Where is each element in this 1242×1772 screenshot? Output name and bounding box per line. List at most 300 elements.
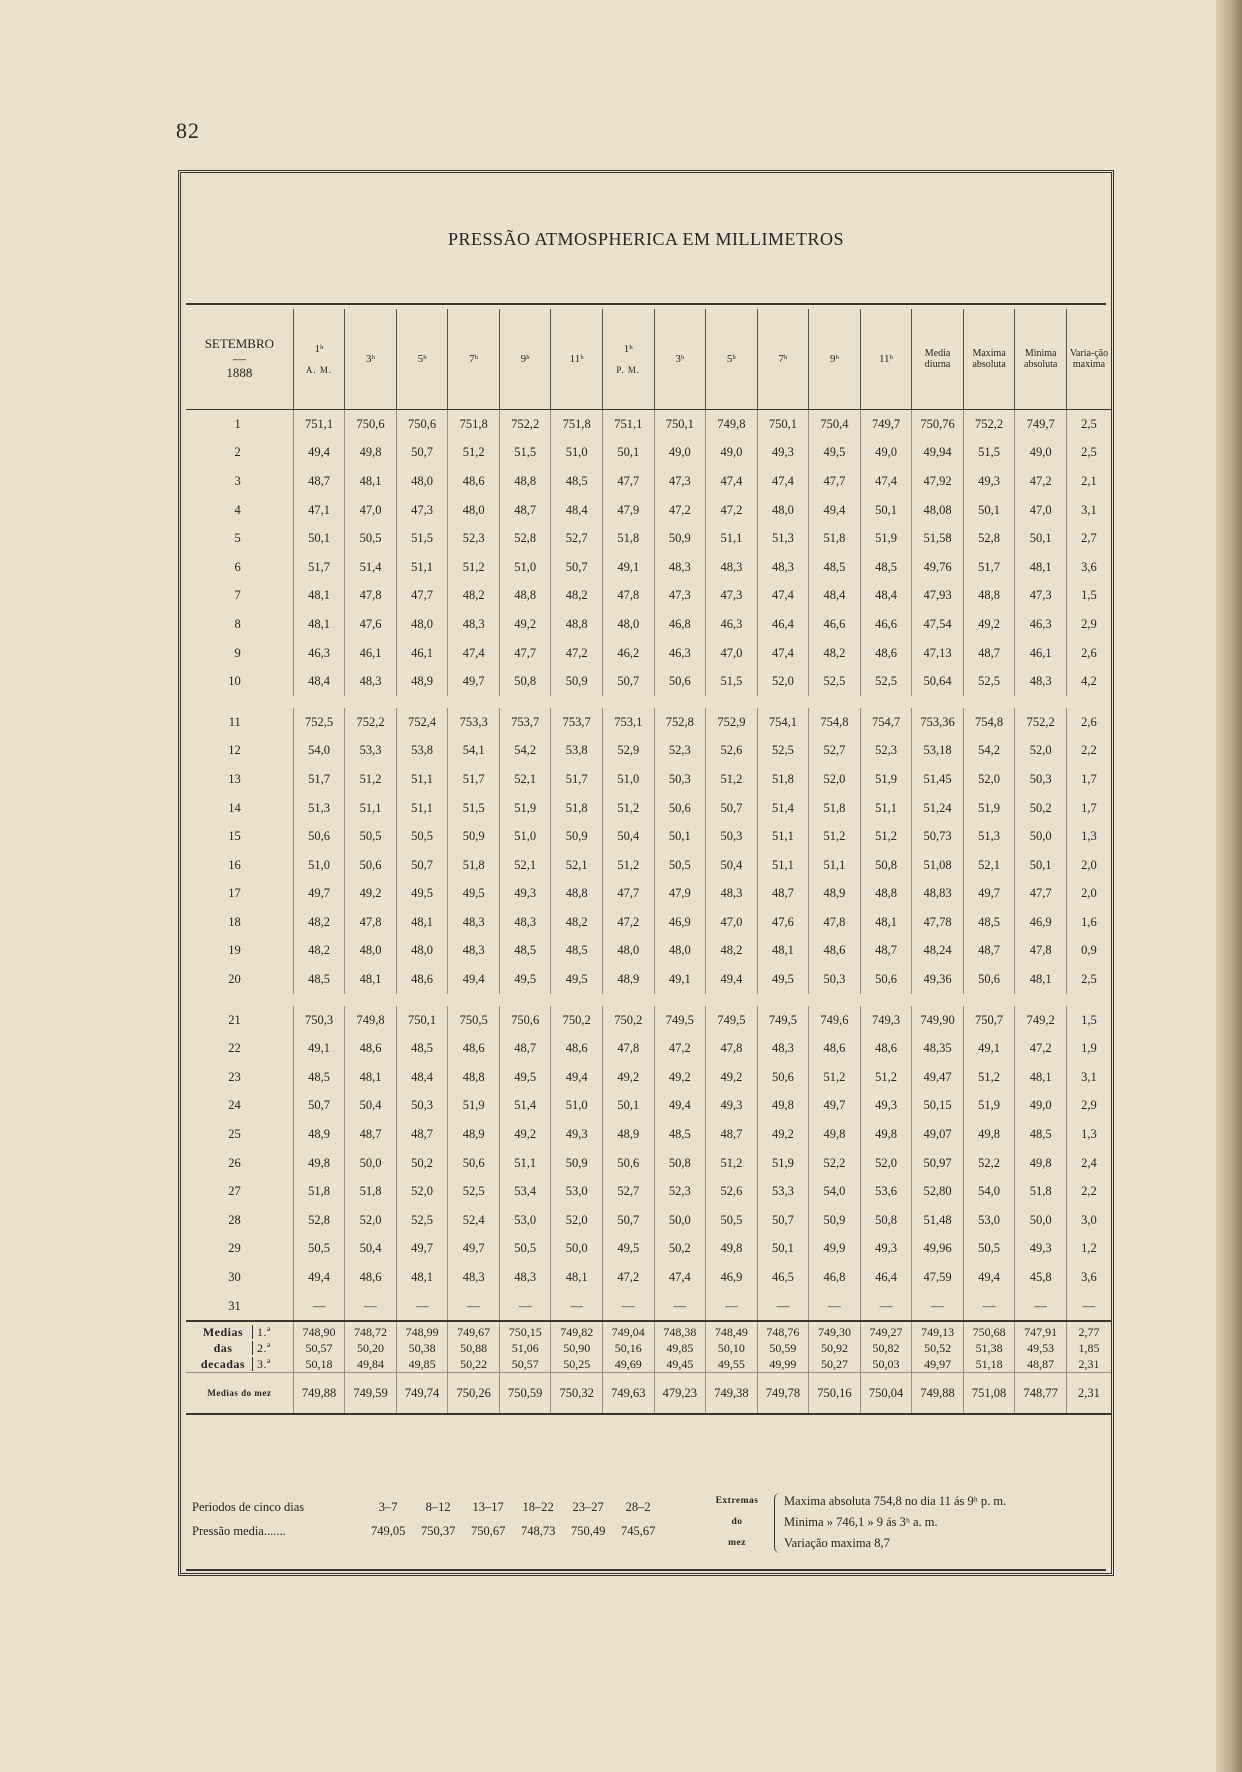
period-pressure: 748,73 [520,1524,556,1538]
value-cell: 46,6 [860,610,912,639]
value-cell: 752,2 [1015,708,1067,737]
value-cell: 51,8 [757,765,809,794]
period-range: 8–12 [425,1500,451,1514]
value-cell: 51,1 [396,794,448,823]
value-cell: 51,8 [809,524,861,553]
value-cell: 47,3 [1015,582,1067,611]
day-cell: 21 [228,1012,241,1027]
ampm-label: P. M. [616,365,641,376]
value-cell: 50,7 [293,1092,345,1121]
value-cell: 754,8 [809,708,861,737]
value-cell: 50,7 [396,851,448,880]
value-cell: 48,3 [448,937,500,966]
value-cell: 47,7 [499,639,551,668]
value-cell: 48,0 [345,937,397,966]
value-cell: 48,3 [706,553,758,582]
decade-mean-value: 748,76 [757,1321,809,1340]
decade-mean-value: 50,25 [551,1356,603,1373]
decade-mean-value: 748,49 [706,1321,758,1340]
value-cell: 48,4 [860,582,912,611]
value-cell: 2,7 [1066,524,1111,553]
extremas-label-line: mez [728,1538,746,1548]
value-cell: 49,5 [809,439,861,468]
value-cell: 51,2 [603,794,655,823]
value-cell: 49,5 [757,965,809,994]
value-cell: 52,6 [706,737,758,766]
value-cell: 51,0 [499,553,551,582]
hour-label: 11ʰ [878,352,894,365]
value-cell: 753,3 [448,708,500,737]
value-cell: 48,0 [396,937,448,966]
value-cell: 50,9 [654,524,706,553]
value-cell: 53,0 [963,1206,1015,1235]
value-cell: 49,2 [963,610,1015,639]
value-cell: 51,4 [499,1092,551,1121]
table-row [186,1120,1111,1149]
value-cell: 751,8 [448,410,500,439]
month-mean-value: 749,63 [603,1373,655,1415]
value-cell: 47,54 [912,610,964,639]
pressure-table [186,309,1111,1415]
value-cell: 2,6 [1066,708,1111,737]
value-cell: 49,8 [963,1120,1015,1149]
value-cell: — [551,1292,603,1322]
value-cell: 48,7 [963,639,1015,668]
value-cell: 47,59 [912,1263,964,1292]
value-cell: 750,6 [499,1006,551,1035]
table-row [186,965,1111,994]
value-cell: 50,6 [293,822,345,851]
value-cell: 750,3 [293,1006,345,1035]
value-cell: 47,2 [1015,1034,1067,1063]
value-cell: 49,8 [345,439,397,468]
decade-mean-value: 750,15 [499,1321,551,1340]
value-cell: 46,5 [757,1263,809,1292]
period-range: 13–17 [472,1500,504,1514]
value-cell: 48,6 [345,1263,397,1292]
value-cell: 50,6 [654,794,706,823]
value-cell: 47,7 [809,467,861,496]
value-cell: 49,5 [448,880,500,909]
decade-mean-value: 49,85 [654,1340,706,1356]
value-cell: 48,3 [654,553,706,582]
decade-label-word: decadas [200,1357,246,1372]
decade-label-word: das [213,1341,233,1356]
hour-label: 5ʰ [417,352,427,365]
extremas-lines [784,1491,1006,1554]
value-cell: 51,4 [757,794,809,823]
page-number: 82 [176,118,200,143]
value-cell: 51,5 [448,794,500,823]
day-cell: 17 [228,886,241,901]
value-cell: 49,9 [809,1235,861,1264]
value-cell: 48,7 [963,937,1015,966]
value-cell: 49,4 [809,496,861,525]
value-cell: 52,9 [603,737,655,766]
value-cell: 48,1 [1015,965,1067,994]
month-mean-value: 749,88 [293,1373,345,1415]
day-cell: 18 [228,914,241,929]
value-cell: — [1066,1292,1111,1322]
value-cell: 50,0 [551,1235,603,1264]
period-range: 3–7 [378,1500,398,1514]
decade-mean-value: 749,27 [860,1321,912,1340]
table-row [186,410,1111,439]
value-cell: 48,9 [809,880,861,909]
value-cell: 46,3 [654,639,706,668]
value-cell: 51,7 [963,553,1015,582]
value-cell: 48,6 [551,1034,603,1063]
value-cell: 51,8 [293,1177,345,1206]
value-cell: 751,1 [603,410,655,439]
month-dash: — [232,350,246,366]
day-cell: 23 [228,1069,241,1084]
value-cell: 51,5 [963,439,1015,468]
decade-mean-value: 49,53 [1015,1340,1067,1356]
hour-label: 9ʰ [829,352,839,365]
value-cell: 749,7 [860,410,912,439]
value-cell: 46,3 [1015,610,1067,639]
value-cell: 53,0 [499,1206,551,1235]
value-cell: 51,4 [345,553,397,582]
value-cell: 51,8 [603,524,655,553]
table-row [186,467,1111,496]
decade-mean-value: 49,45 [654,1356,706,1373]
value-cell: 53,18 [912,737,964,766]
value-cell: 47,4 [757,639,809,668]
table-row [186,822,1111,851]
value-cell: 48,9 [448,1120,500,1149]
value-cell: 50,9 [551,1149,603,1178]
value-cell: 50,4 [345,1092,397,1121]
value-cell: 2,2 [1066,1177,1111,1206]
month-mean-value: 751,08 [963,1373,1015,1415]
month-mean-value: 748,77 [1015,1373,1067,1415]
value-cell: 48,2 [551,582,603,611]
decade-mean-value: 49,97 [912,1356,964,1373]
value-cell: 50,1 [293,524,345,553]
day-cell: 9 [234,645,241,660]
value-cell: 51,8 [551,794,603,823]
value-cell: 47,3 [396,496,448,525]
period-pressure: 749,05 [370,1524,406,1538]
value-cell: 3,1 [1066,1063,1111,1092]
value-cell: 52,2 [809,1149,861,1178]
value-cell: 52,0 [757,667,809,696]
bottom-rule [186,1569,1106,1571]
value-cell: 51,2 [809,1063,861,1092]
value-cell: 50,8 [860,1206,912,1235]
value-cell: 50,0 [1015,822,1067,851]
value-cell: 54,0 [293,737,345,766]
hour-header [603,309,655,410]
value-cell: 48,0 [757,496,809,525]
value-cell: 48,6 [396,965,448,994]
value-cell: 51,1 [345,794,397,823]
decade-ordinal: 2.ª [252,1341,271,1355]
value-cell: 49,47 [912,1063,964,1092]
value-cell: 48,3 [448,610,500,639]
value-cell: 749,5 [757,1006,809,1035]
value-cell: 52,1 [499,765,551,794]
value-cell: 49,7 [293,880,345,909]
value-cell: 51,1 [499,1149,551,1178]
value-cell: 48,5 [654,1120,706,1149]
value-cell: 49,1 [963,1034,1015,1063]
month-mean-value: 749,59 [345,1373,397,1415]
day-cell: 16 [228,857,241,872]
decade-ordinal: 1.ª [252,1325,271,1339]
value-cell: 47,8 [809,908,861,937]
value-cell: 50,5 [706,1206,758,1235]
value-cell: — [757,1292,809,1322]
value-cell: 51,9 [963,1092,1015,1121]
value-cell: 48,5 [1015,1120,1067,1149]
value-cell: — [293,1292,345,1322]
value-cell: 52,0 [963,765,1015,794]
value-cell: 749,2 [1015,1006,1067,1035]
value-cell: 51,0 [499,822,551,851]
value-cell: 52,0 [551,1206,603,1235]
value-cell: 50,5 [345,524,397,553]
value-cell: 51,2 [706,1149,758,1178]
value-cell: 750,7 [963,1006,1015,1035]
day-cell: 1 [234,416,241,431]
decade-mean-value: 51,38 [963,1340,1015,1356]
value-cell: 52,0 [860,1149,912,1178]
value-cell: 50,5 [963,1235,1015,1264]
value-cell: 52,5 [448,1177,500,1206]
value-cell: 48,8 [499,582,551,611]
value-cell: 49,1 [603,553,655,582]
value-cell: 51,1 [809,851,861,880]
day-cell: 2 [234,445,241,460]
value-cell: 1,3 [1066,822,1111,851]
periods-block [192,1495,672,1543]
month-mean-value: 750,59 [499,1373,551,1415]
value-cell: 48,0 [396,610,448,639]
value-cell: 750,1 [757,410,809,439]
table-row [186,639,1111,668]
table-row [186,1063,1111,1092]
table-row [186,496,1111,525]
value-cell: — [603,1292,655,1322]
value-cell: 1,5 [1066,1006,1111,1035]
value-cell: 52,1 [499,851,551,880]
value-cell: 52,4 [448,1206,500,1235]
hour-label: 5ʰ [726,352,736,365]
value-cell: 50,73 [912,822,964,851]
value-cell: 4,2 [1066,667,1111,696]
value-cell: 48,2 [706,937,758,966]
value-cell: 51,9 [860,765,912,794]
hour-label: 11ʰ [569,352,584,365]
value-cell: 51,8 [1015,1177,1067,1206]
value-cell: 48,3 [757,1034,809,1063]
day-cell: 13 [228,771,241,786]
value-cell: 47,4 [860,467,912,496]
value-cell: — [809,1292,861,1322]
hour-header [809,309,861,410]
value-cell: 52,5 [963,667,1015,696]
decade-mean-value: 50,38 [396,1340,448,1356]
value-cell: 48,3 [448,1263,500,1292]
value-cell: 2,9 [1066,610,1111,639]
value-cell: 49,3 [757,439,809,468]
value-cell: 53,8 [396,737,448,766]
table-row [186,737,1111,766]
decade-mean-value: 50,59 [757,1340,809,1356]
month-mean-row [186,1373,1111,1415]
value-cell: 47,92 [912,467,964,496]
value-cell: 49,2 [345,880,397,909]
value-cell: 2,4 [1066,1149,1111,1178]
value-cell: 48,3 [345,667,397,696]
value-cell: 50,3 [706,822,758,851]
value-cell: 47,78 [912,908,964,937]
decade-mean-value: 50,92 [809,1340,861,1356]
value-cell: 50,0 [1015,1206,1067,1235]
value-cell: 49,7 [809,1092,861,1121]
decade-mean-row [186,1356,1111,1373]
value-cell: 48,3 [448,908,500,937]
table-row [186,708,1111,737]
value-cell: 749,5 [706,1006,758,1035]
day-cell: 25 [228,1127,241,1142]
value-cell: 47,2 [551,639,603,668]
extremas-min: Minima » 746,1 » 9 ás 3ʰ a. m. [784,1515,938,1529]
day-cell: 31 [228,1298,241,1313]
hour-label: 7ʰ [469,352,479,365]
value-cell: 48,7 [345,1120,397,1149]
value-cell: 750,5 [448,1006,500,1035]
table-row [186,439,1111,468]
value-cell: 51,1 [860,794,912,823]
day-cell: 30 [228,1270,241,1285]
value-cell: 749,7 [1015,410,1067,439]
value-cell: 50,9 [551,667,603,696]
value-cell: 48,5 [551,467,603,496]
decade-mean-value: 48,87 [1015,1356,1067,1373]
value-cell: 46,9 [706,1263,758,1292]
value-cell: 49,8 [860,1120,912,1149]
value-cell: 51,2 [448,553,500,582]
value-cell: 47,4 [448,639,500,668]
day-cell: 28 [228,1212,241,1227]
value-cell: 52,3 [448,524,500,553]
value-cell: 52,5 [757,737,809,766]
value-cell: 48,9 [603,1120,655,1149]
value-cell: 49,0 [860,439,912,468]
month-mean-value: 749,78 [757,1373,809,1415]
value-cell: 3,6 [1066,1263,1111,1292]
decade-mean-value: 49,69 [603,1356,655,1373]
value-cell: 48,1 [1015,553,1067,582]
value-cell: 49,8 [1015,1149,1067,1178]
value-cell: 48,0 [654,937,706,966]
value-cell: 1,5 [1066,582,1111,611]
value-cell: 752,9 [706,708,758,737]
value-cell: 50,6 [654,667,706,696]
value-cell: 50,1 [1015,851,1067,880]
hour-header [860,309,912,410]
decade-mean-value: 50,16 [603,1340,655,1356]
value-cell: 48,9 [396,667,448,696]
value-cell: 48,0 [448,496,500,525]
value-cell: 49,5 [396,880,448,909]
table-row [186,1292,1111,1322]
value-cell: 47,2 [603,1263,655,1292]
value-cell: — [963,1292,1015,1322]
value-cell: 47,8 [603,582,655,611]
hour-label: 7ʰ [778,352,788,365]
value-cell: 50,1 [963,496,1015,525]
value-cell: 52,1 [963,851,1015,880]
period-pressure: 745,67 [620,1524,656,1538]
value-cell: 49,1 [654,965,706,994]
value-cell: 51,2 [963,1063,1015,1092]
value-cell: 48,1 [396,908,448,937]
value-cell: 48,7 [499,496,551,525]
value-cell: 48,8 [963,582,1015,611]
value-cell: 46,9 [1015,908,1067,937]
value-cell: 53,6 [860,1177,912,1206]
value-cell: 48,3 [499,1263,551,1292]
value-cell: 52,8 [963,524,1015,553]
hour-header [757,309,809,410]
value-cell: 51,0 [551,439,603,468]
value-cell: 752,4 [396,708,448,737]
value-cell: 46,8 [809,1263,861,1292]
decade-mean-value: 748,99 [396,1321,448,1340]
table-row [186,851,1111,880]
value-cell: 51,48 [912,1206,964,1235]
extremas-label-line: do [731,1517,743,1527]
value-cell: 2,5 [1066,965,1111,994]
day-cell: 12 [228,743,241,758]
value-cell: 753,1 [603,708,655,737]
month-mean-value: 750,16 [809,1373,861,1415]
value-cell: 50,2 [396,1149,448,1178]
value-cell: 49,1 [293,1034,345,1063]
value-cell: 52,0 [1015,737,1067,766]
value-cell: 50,1 [603,1092,655,1121]
day-cell: 6 [234,559,241,574]
table-row [186,524,1111,553]
value-cell: 49,8 [293,1149,345,1178]
value-cell: 50,6 [963,965,1015,994]
value-cell: 49,4 [293,1263,345,1292]
value-cell: 3,0 [1066,1206,1111,1235]
hour-header [345,309,397,410]
value-cell: 52,3 [654,737,706,766]
decade-mean-value: 748,38 [654,1321,706,1340]
value-cell: 752,2 [345,708,397,737]
value-cell: 49,2 [603,1063,655,1092]
value-cell: 49,96 [912,1235,964,1264]
value-cell: 53,3 [757,1177,809,1206]
value-cell: 48,6 [809,937,861,966]
decade-ordinal: 3.ª [252,1357,271,1371]
stat-header: Media diurna [912,309,964,410]
value-cell: 48,1 [551,1263,603,1292]
value-cell: 48,4 [809,582,861,611]
month-mean-value: 749,88 [912,1373,964,1415]
value-cell: 49,5 [551,965,603,994]
value-cell: 750,4 [809,410,861,439]
value-cell: 49,7 [963,880,1015,909]
periods-row [192,1495,672,1519]
